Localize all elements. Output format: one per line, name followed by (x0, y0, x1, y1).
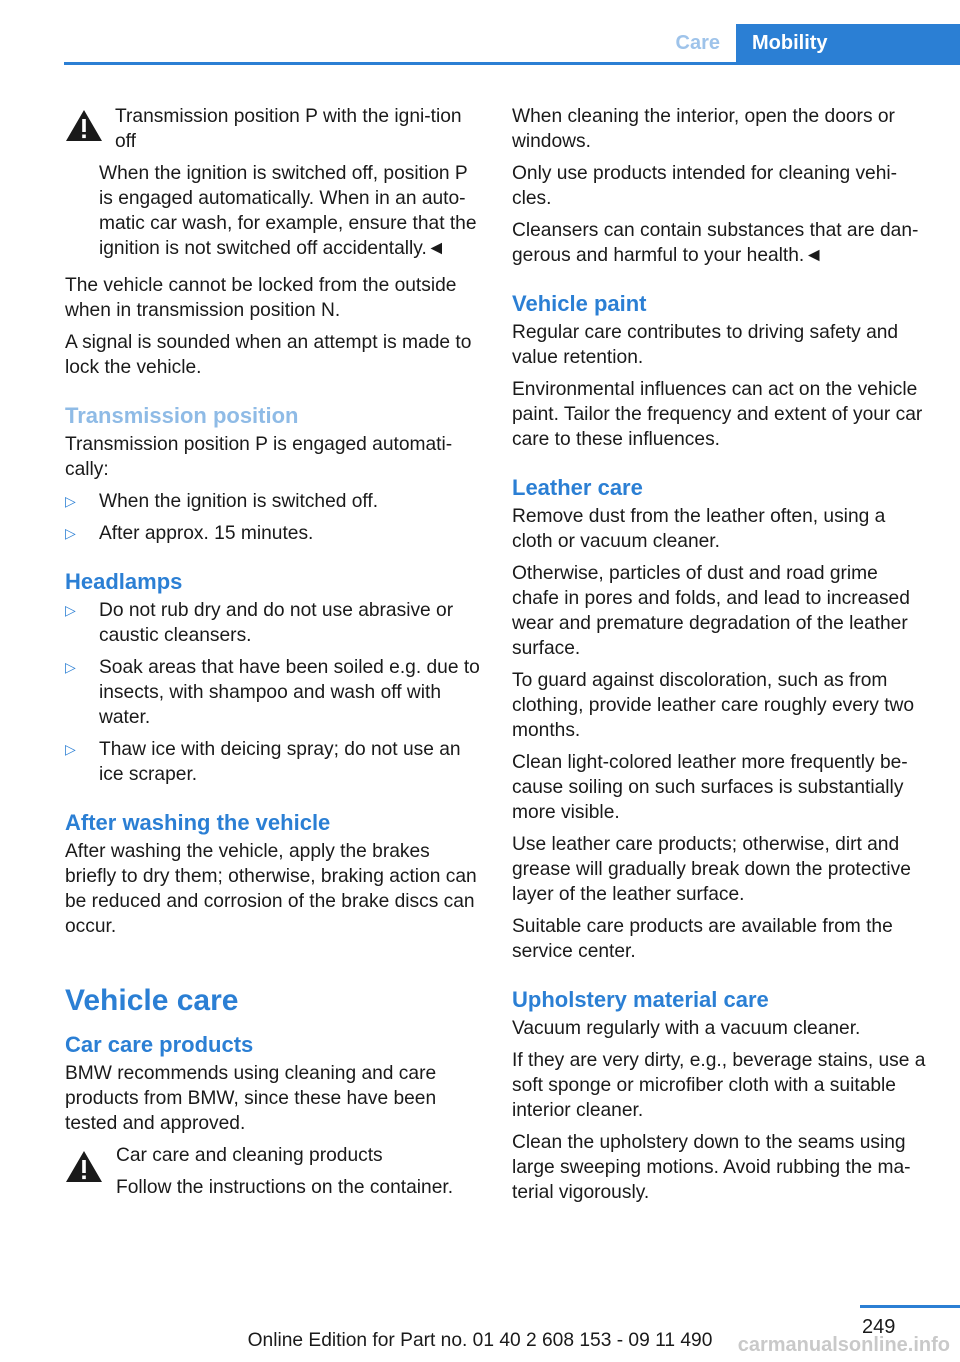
tab-care[interactable]: Care (675, 32, 720, 54)
warning-title: Car care and cleaning products (116, 1145, 383, 1166)
bullet-arrow-icon: ▷ (65, 525, 76, 541)
heading-after-washing: After washing the vehicle (65, 810, 331, 835)
heading-headlamps: Headlamps (65, 569, 183, 594)
warning-text: When the ignition is switched off, position P is engaged automatically. When in an auto-matic car wash, for example, ensure that the ignition is not switched off accidentally.◄ (99, 163, 477, 259)
edition-footer: Online Edition for Part no. 01 40 2 608 153 - 09 11 490 (247, 1330, 713, 1351)
heading-transmission-position: Transmission position (65, 403, 299, 428)
warning-triangle-icon (65, 108, 103, 142)
paragraph: Otherwise, particles of dust and road grime chafe in pores and folds, and lead to increased wear and premature degradation of the leather surface. (512, 563, 910, 659)
list-item: ▷ Soak areas that have been soiled e.g. due to insects, with shampoo and wash off with water. (65, 657, 480, 728)
paragraph: Suitable care products are available from the service center. (512, 916, 893, 962)
bullet-arrow-icon: ▷ (65, 602, 76, 618)
paragraph: Vacuum regularly with a vacuum cleaner. (512, 1018, 861, 1039)
right-column (512, 104, 930, 1212)
warning-triangle-icon (65, 1149, 103, 1183)
left-column (65, 104, 481, 1207)
paragraph: Clean light-colored leather more frequently be-cause soiling on such surfaces is substantially more visible. (512, 752, 908, 823)
bullet-arrow-icon: ▷ (65, 659, 76, 675)
heading-vehicle-care: Vehicle care (65, 984, 239, 1017)
paragraph: Only use products intended for cleaning vehi-cles. (512, 163, 898, 209)
list-transmission (65, 489, 481, 546)
tab-mobility[interactable]: Mobility (736, 24, 960, 62)
list-item: ▷ When the ignition is switched off. (65, 491, 379, 512)
warning-title: Transmission position P with the igni-tion off (115, 106, 462, 152)
heading-leather-care: Leather care (512, 475, 643, 500)
list-item: ▷ Do not rub dry and do not use abrasive or caustic cleansers. (65, 600, 454, 646)
paragraph: Regular care contributes to driving safety and value retention. (512, 322, 899, 368)
warning-text: Follow the instructions on the container. (116, 1177, 454, 1198)
paragraph: The vehicle cannot be locked from the outside when in transmission position N. (65, 275, 457, 321)
warning-box-products (65, 1143, 481, 1200)
watermark: carmanualsonline.info (737, 1334, 950, 1356)
paragraph: Cleansers can contain substances that are dan-gerous and harmful to your health.◄ (512, 220, 919, 266)
list-headlamps (65, 598, 481, 787)
page-header (64, 24, 960, 65)
page-number-rule (860, 1305, 960, 1308)
heading-upholstery-care: Upholstery material care (512, 987, 769, 1012)
heading-vehicle-paint: Vehicle paint (512, 291, 647, 316)
paragraph: If they are very dirty, e.g., beverage stains, use a soft sponge or microfiber cloth with a suitable interior cleaner. (512, 1050, 926, 1121)
paragraph: Transmission position P is engaged automati-cally: (65, 434, 453, 480)
warning-box-transmission (31, 104, 481, 154)
paragraph: When cleaning the interior, open the doors or windows. (512, 106, 895, 152)
page-number: 249 (862, 1316, 896, 1338)
paragraph: Environmental influences can act on the vehicle paint. Tailor the frequency and extent of your car care to these influences. (512, 379, 923, 450)
paragraph: After washing the vehicle, apply the brakes briefly to dry them; otherwise, braking action can be reduced and corrosion of the brake discs can occur. (65, 841, 477, 937)
paragraph: Use leather care products; otherwise, dirt and grease will gradually break down the protective layer of the leather surface. (512, 834, 911, 905)
paragraph: Clean the upholstery down to the seams using large sweeping motions. Avoid rubbing the ma-terial vigorously. (512, 1132, 911, 1203)
heading-car-care-products: Car care products (65, 1032, 254, 1057)
paragraph: To guard against discoloration, such as from clothing, provide leather care roughly every two months. (512, 670, 915, 741)
paragraph: Remove dust from the leather often, using a cloth or vacuum cleaner. (512, 506, 886, 552)
paragraph: A signal is sounded when an attempt is made to lock the vehicle. (65, 332, 472, 378)
bullet-arrow-icon: ▷ (65, 741, 76, 757)
paragraph: BMW recommends using cleaning and care products from BMW, since these have been tested and approved. (65, 1063, 437, 1134)
bullet-arrow-icon: ▷ (65, 493, 76, 509)
list-item: ▷ Thaw ice with deicing spray; do not use an ice scraper. (65, 739, 461, 785)
list-item: ▷ After approx. 15 minutes. (65, 523, 314, 544)
